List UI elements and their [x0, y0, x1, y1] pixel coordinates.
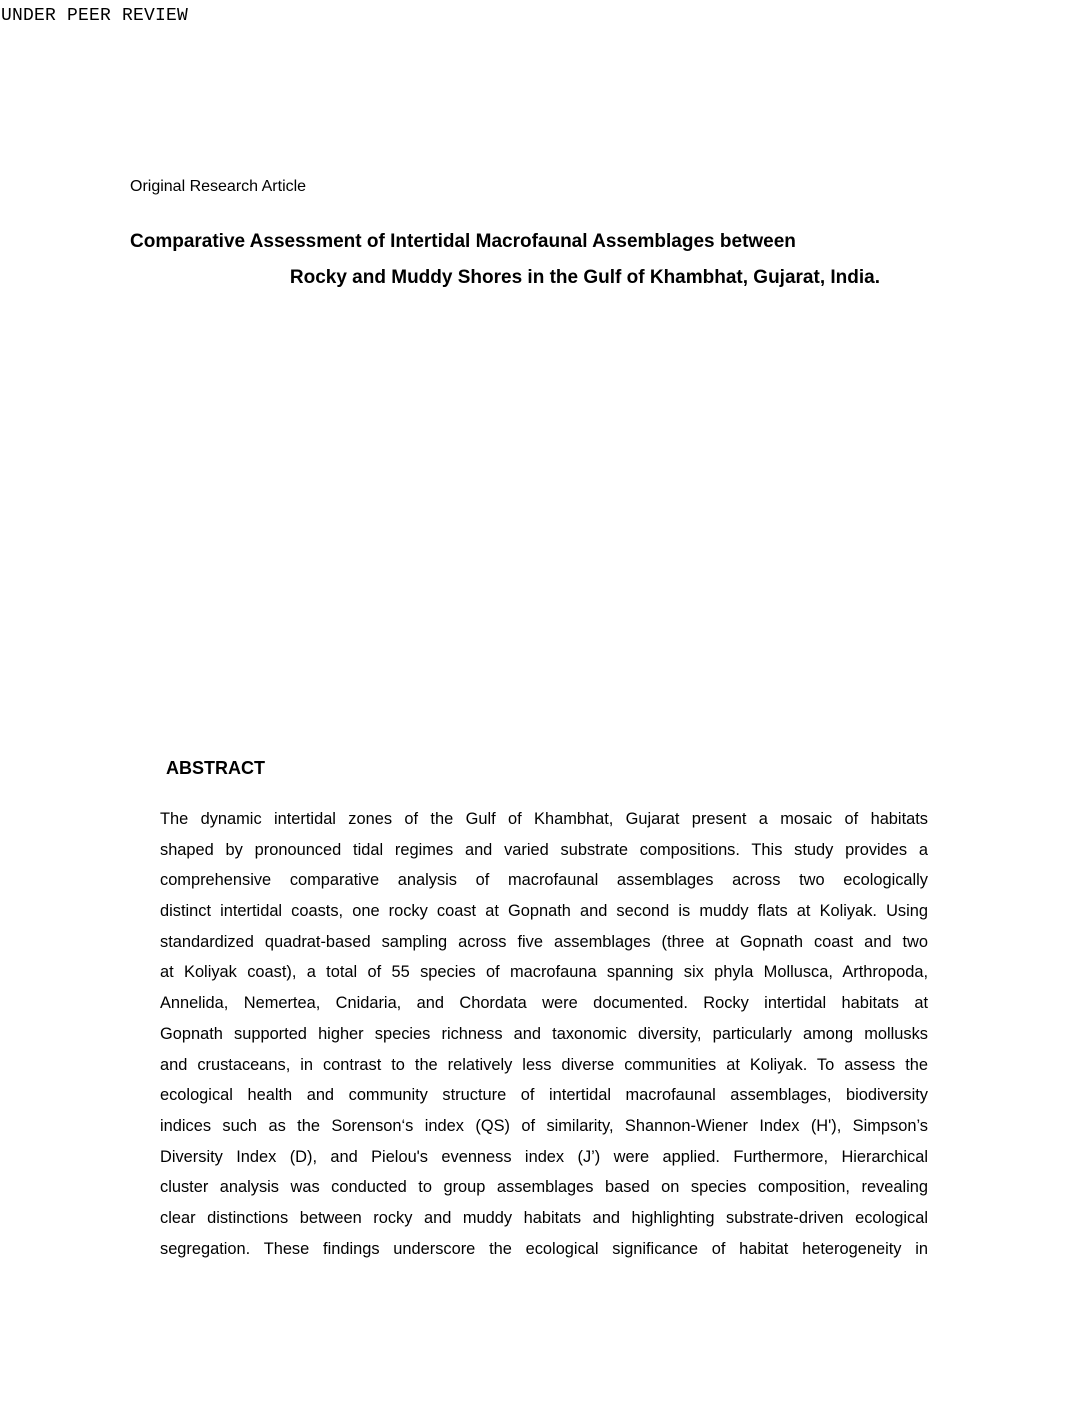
- abstract-line: standardized quadrat-based sampling across five assemblages (three at Gopnath coast and two: [160, 932, 928, 951]
- abstract-line: comprehensive comparative analysis of macrofaunal assemblages across two ecologically: [160, 871, 928, 890]
- abstract-body: [160, 804, 928, 1264]
- abstract-heading: ABSTRACT: [166, 758, 265, 778]
- abstract-line: indices such as the Sorenson‘s index (QS) of similarity, Shannon-Wiener Index (H'), Simpson’s: [160, 1116, 928, 1135]
- paper-title-line-2: Rocky and Muddy Shores in the Gulf of Khambhat, Gujarat, India.: [289, 267, 880, 288]
- peer-review-watermark: UNDER PEER REVIEW: [1, 6, 189, 26]
- abstract-line: cluster analysis was conducted to group assemblages based on species composition, revealing: [160, 1178, 928, 1197]
- abstract-line: segregation. These findings underscore the ecological significance of habitat heterogeneity in: [160, 1239, 928, 1258]
- abstract-line: Gopnath supported higher species richness and taxonomic diversity, particularly among mollusks: [160, 1024, 928, 1043]
- abstract-line: shaped by pronounced tidal regimes and varied substrate compositions. This study provides a: [160, 840, 928, 859]
- abstract-line: and crustaceans, in contrast to the relatively less diverse communities at Koliyak. To assess the: [160, 1055, 928, 1074]
- abstract-line: Diversity Index (D), and Pielou's evenness index (J’) were applied. Furthermore, Hierarchical: [160, 1147, 928, 1166]
- paper-title-line-1: Comparative Assessment of Intertidal Macrofaunal Assemblages between: [130, 231, 796, 252]
- abstract-line: at Koliyak coast), a total of 55 species of macrofauna spanning six phyla Mollusca, Arthropoda,: [160, 963, 928, 982]
- abstract-line: Annelida, Nemertea, Cnidaria, and Chordata were documented. Rocky intertidal habitats at: [160, 994, 928, 1013]
- abstract-line: clear distinctions between rocky and muddy habitats and highlighting substrate-driven ecological: [160, 1208, 928, 1227]
- paper-title: [130, 224, 880, 296]
- abstract-line: ecological health and community structure of intertidal macrofaunal assemblages, biodiversity: [160, 1086, 928, 1105]
- abstract-line: distinct intertidal coasts, one rocky coast at Gopnath and second is muddy flats at Koliyak. Using: [160, 902, 928, 921]
- abstract-line: The dynamic intertidal zones of the Gulf of Khambhat, Gujarat present a mosaic of habitats: [160, 810, 928, 828]
- article-type-label: Original Research Article: [130, 178, 307, 195]
